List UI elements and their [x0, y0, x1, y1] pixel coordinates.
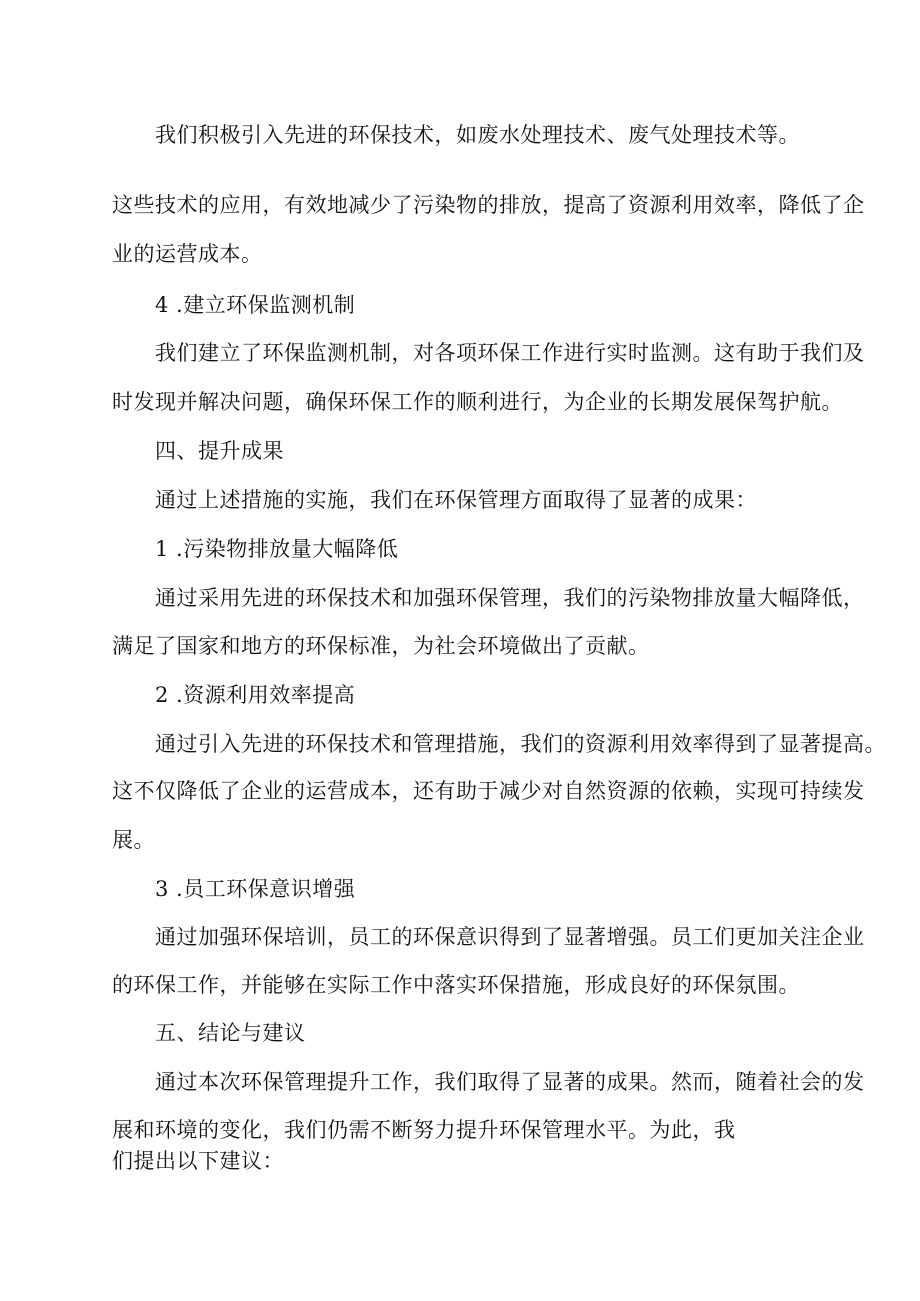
section-heading: 五、结论与建议 — [155, 1021, 306, 1045]
body-text-line: 业的运营成本。 — [112, 242, 263, 266]
body-text-line: 通过采用先进的环保技术和加强环保管理，我们的污染物排放量大幅降低， — [155, 586, 865, 610]
body-text-line: 通过上述措施的实施，我们在环保管理方面取得了显著的成果： — [155, 488, 757, 512]
body-text-line: 通过引入先进的环保技术和管理措施，我们的资源利用效率得到了显著提高。 — [155, 732, 886, 756]
body-text-line: 这不仅降低了企业的运营成本，还有助于减少对自然资源的依赖，实现可持续发 — [112, 779, 865, 803]
section-heading: 2 .资源利用效率提高 — [155, 683, 356, 707]
body-text-line: 展和环境的变化，我们仍需不断努力提升环保管理水平。为此，我 — [112, 1118, 736, 1142]
body-text-line: 通过本次环保管理提升工作，我们取得了显著的成果。然而，随着社会的发 — [155, 1070, 865, 1094]
body-text-line: 时发现并解决问题，确保环保工作的顺利进行，为企业的长期发展保驾护航。 — [112, 390, 843, 414]
body-text-line: 展。 — [112, 828, 155, 852]
body-text-line: 们提出以下建议： — [112, 1149, 284, 1173]
section-heading: 3 .员工环保意识增强 — [155, 877, 356, 901]
body-text-line: 的环保工作，并能够在实际工作中落实环保措施，形成良好的环保氛围。 — [112, 973, 800, 997]
section-heading: 1 .污染物排放量大幅降低 — [155, 537, 399, 561]
body-text-line: 通过加强环保培训，员工的环保意识得到了显著增强。员工们更加关注企业 — [155, 925, 865, 949]
section-heading: 4 .建立环保监测机制 — [155, 293, 356, 317]
body-text-line: 满足了国家和地方的环保标准，为社会环境做出了贡献。 — [112, 634, 650, 658]
body-text-line: 这些技术的应用，有效地减少了污染物的排放，提高了资源利用效率，降低了企 — [112, 193, 865, 217]
body-text-line: 我们积极引入先进的环保技术，如废水处理技术、废气处理技术等。 — [155, 123, 800, 147]
body-text-line: 我们建立了环保监测机制，对各项环保工作进行实时监测。这有助于我们及 — [155, 341, 865, 365]
section-heading: 四、提升成果 — [155, 439, 284, 463]
